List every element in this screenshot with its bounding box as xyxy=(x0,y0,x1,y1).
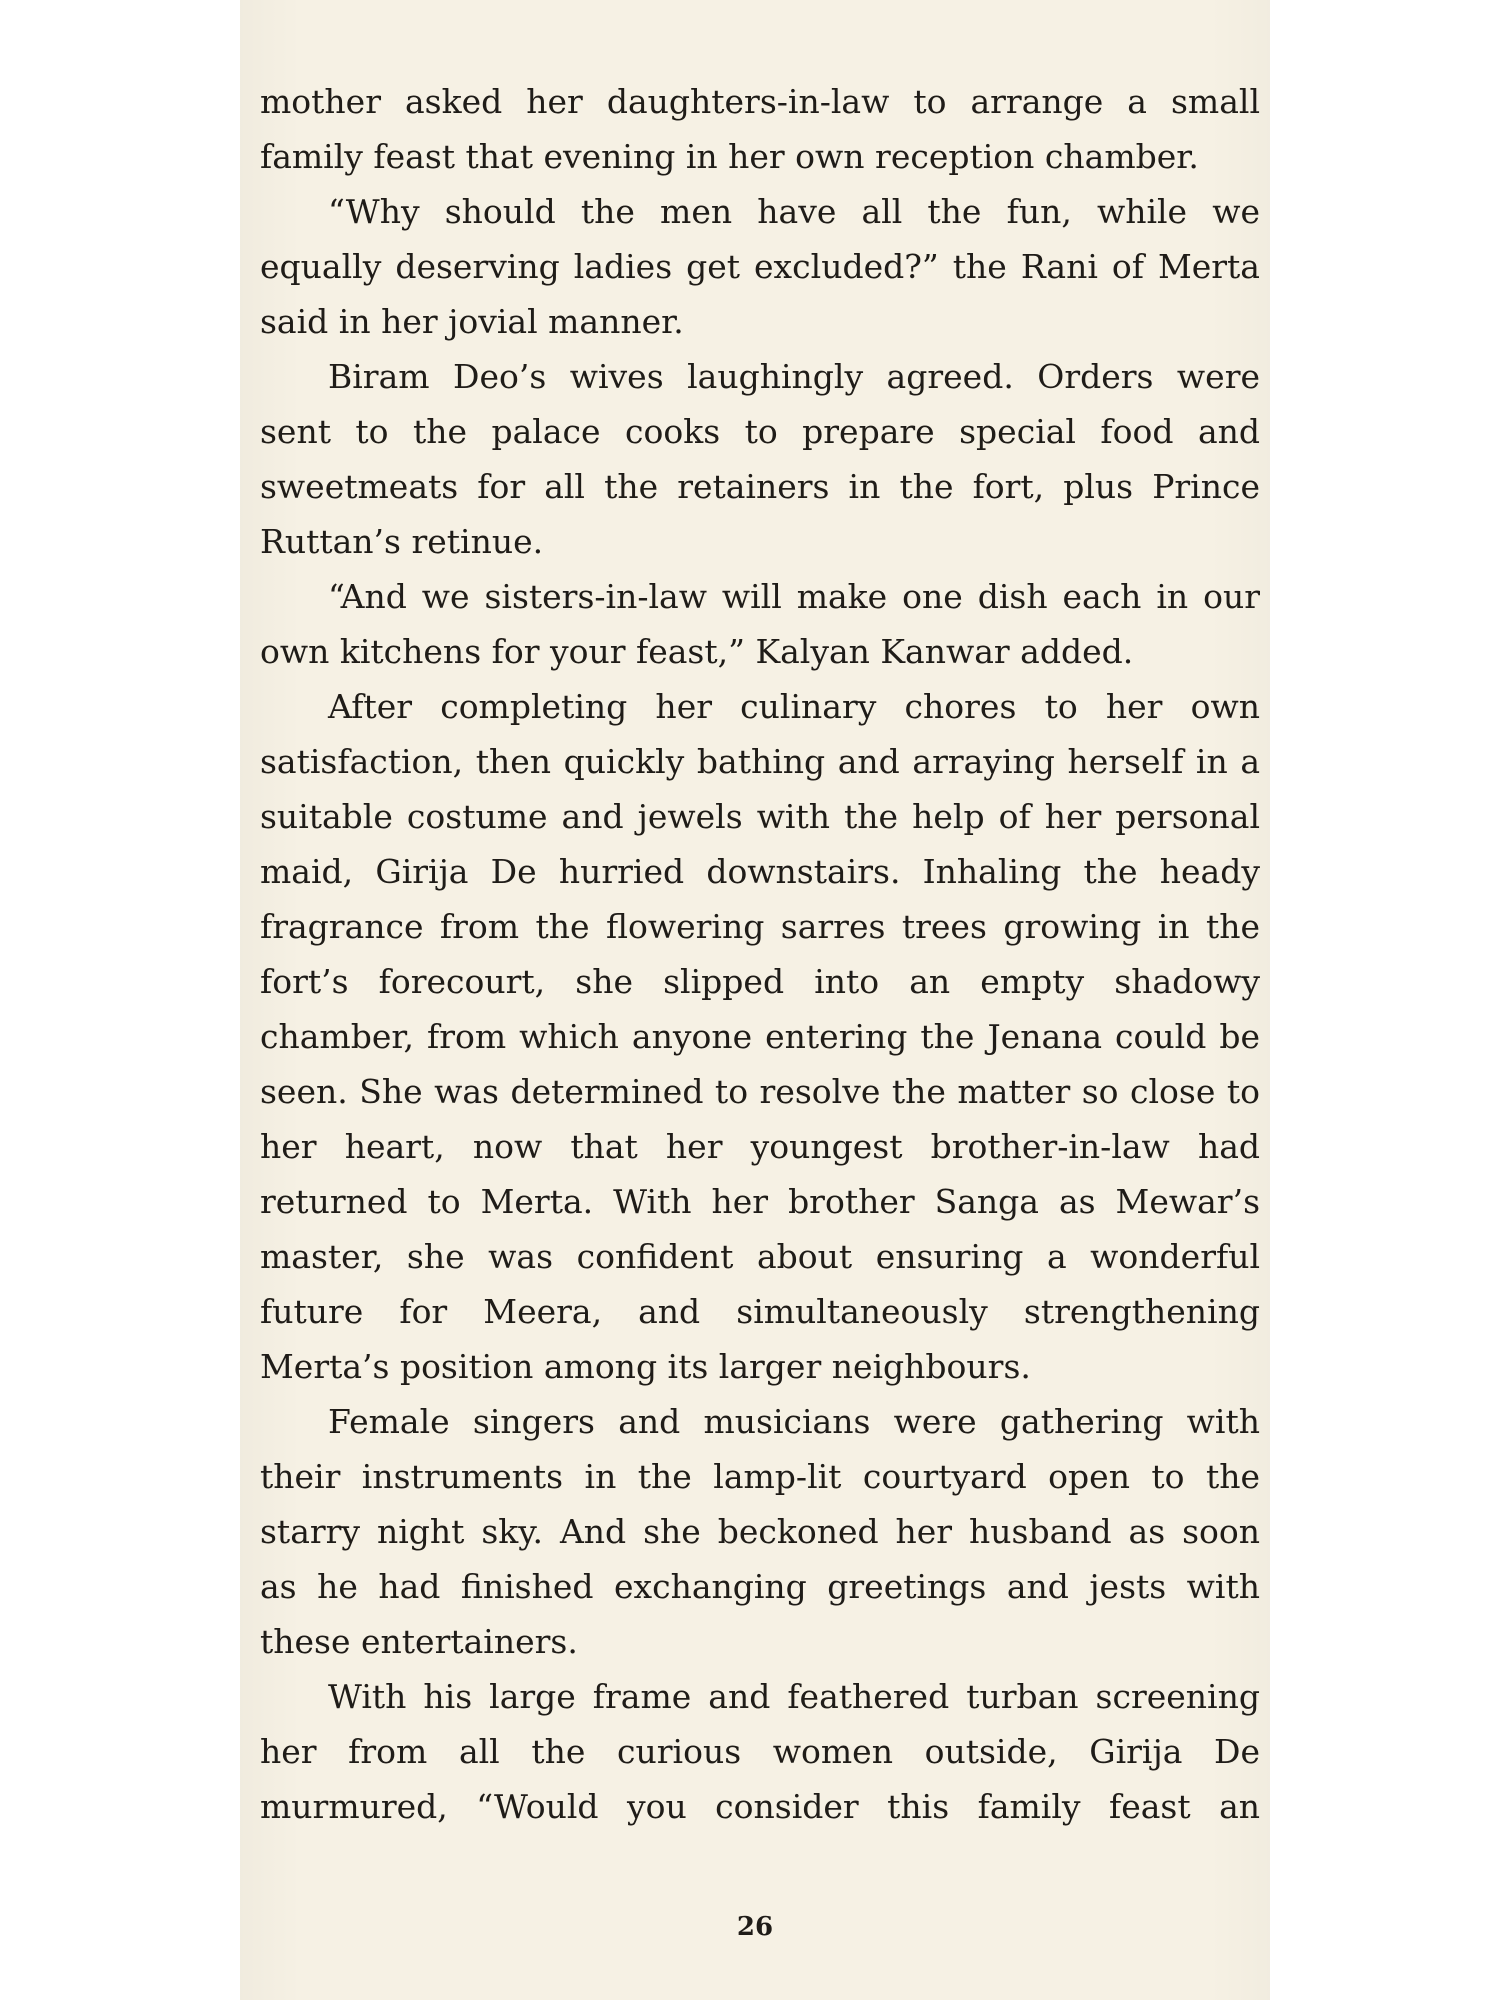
text-line: fort’s forecourt, she slipped into an empty shadowy xyxy=(260,962,1260,1001)
text-line: murmured, “Would you consider this family feast an xyxy=(260,1787,1260,1826)
text-line: master, she was confident about ensuring a wonderful xyxy=(260,1237,1260,1276)
text-line: these entertainers. xyxy=(260,1622,578,1661)
page-number: 26 xyxy=(736,1912,774,1942)
text-line: After completing her culinary chores to her own xyxy=(328,687,1260,726)
text-line: Biram Deo’s wives laughingly agreed. Orders were xyxy=(328,357,1260,396)
text-line: chamber, from which anyone entering the Jenana could be xyxy=(260,1017,1260,1056)
text-line: fragrance from the flowering sarres trees growing in the xyxy=(260,907,1260,946)
text-line: returned to Merta. With her brother Sanga as Mewar’s xyxy=(260,1182,1260,1221)
text-line: sent to the palace cooks to prepare special food and xyxy=(260,412,1260,451)
text-line: Ruttan’s retinue. xyxy=(260,522,544,561)
text-line: said in her jovial manner. xyxy=(260,302,684,341)
text-line: Merta’s position among its larger neighbours. xyxy=(260,1347,1031,1386)
text-line: own kitchens for your feast,” Kalyan Kanwar added. xyxy=(260,632,1134,671)
text-line: With his large frame and feathered turban screening xyxy=(328,1677,1260,1716)
text-line: mother asked her daughters-in-law to arrange a small xyxy=(260,82,1260,121)
text-line: their instruments in the lamp-lit courtyard open to the xyxy=(260,1457,1260,1496)
text-line: “And we sisters-in-law will make one dish each in our xyxy=(328,577,1260,616)
text-line: “Why should the men have all the fun, while we xyxy=(328,192,1260,231)
text-line: suitable costume and jewels with the help of her personal xyxy=(260,797,1260,836)
text-line: satisfaction, then quickly bathing and arraying herself in a xyxy=(260,742,1260,781)
text-line: sweetmeats for all the retainers in the fort, plus Prince xyxy=(260,467,1260,506)
text-line: her heart, now that her youngest brother-in-law had xyxy=(260,1127,1260,1166)
text-line: family feast that evening in her own reception chamber. xyxy=(260,137,1199,176)
text-line: seen. She was determined to resolve the matter so close to xyxy=(260,1072,1260,1111)
text-line: starry night sky. And she beckoned her husband as soon xyxy=(260,1512,1260,1551)
book-page xyxy=(240,0,1270,2000)
text-line: as he had finished exchanging greetings and jests with xyxy=(260,1567,1260,1606)
text-line: equally deserving ladies get excluded?” the Rani of Merta xyxy=(260,247,1260,286)
text-line: future for Meera, and simultaneously strengthening xyxy=(260,1292,1260,1331)
text-line: her from all the curious women outside, Girija De xyxy=(260,1732,1260,1771)
text-line: Female singers and musicians were gathering with xyxy=(328,1402,1260,1441)
text-line: maid, Girija De hurried downstairs. Inhaling the heady xyxy=(260,852,1260,891)
body-text xyxy=(260,74,1260,1834)
